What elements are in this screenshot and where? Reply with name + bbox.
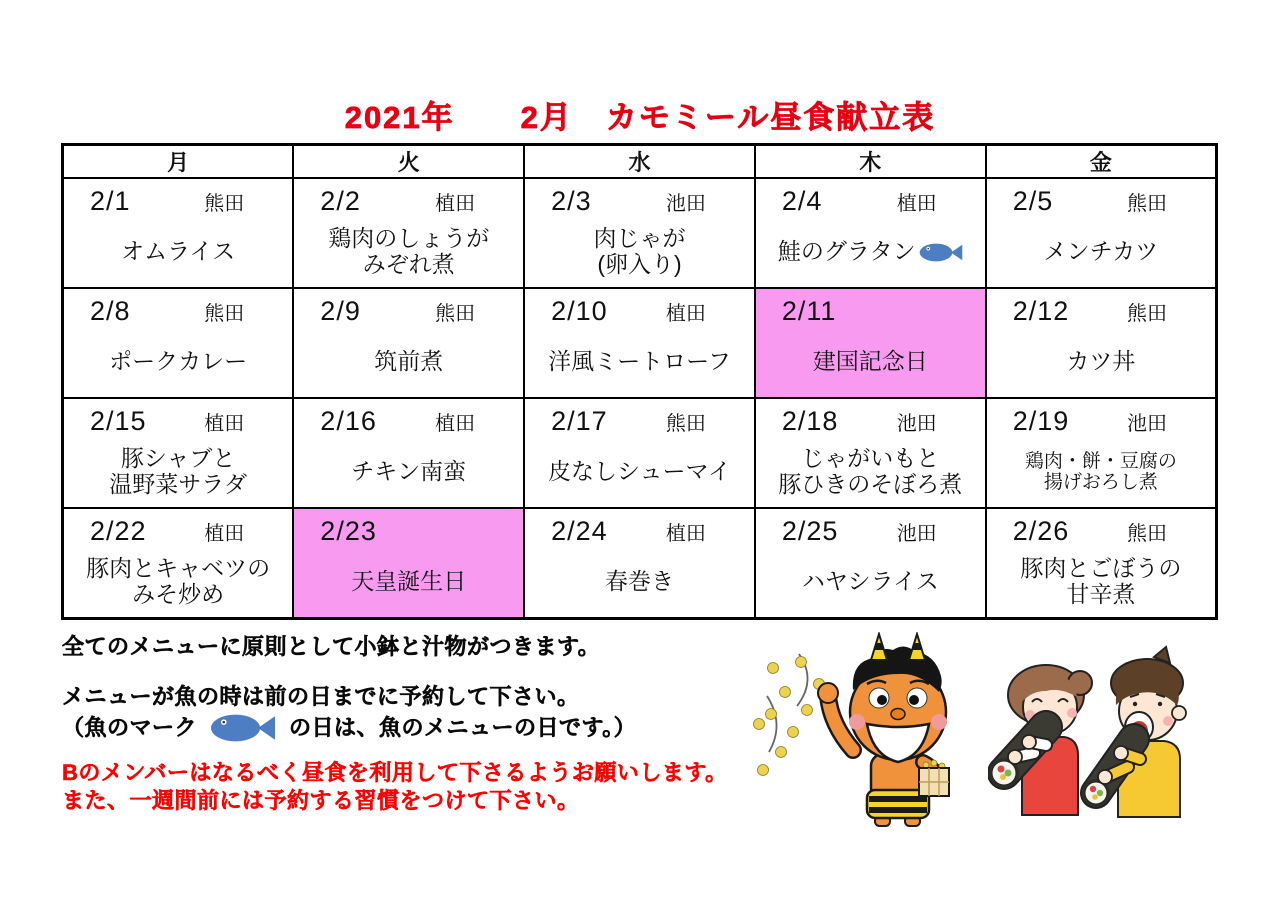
cell-menu: 豚肉とキャベツの みそ炒め <box>86 555 271 607</box>
cell-staff-name: 熊田 <box>1127 303 1167 325</box>
cell-date: 2/25 <box>781 516 839 546</box>
menu-cell <box>986 398 1217 508</box>
cell-menu: 肉じゃが (卵入り) <box>593 225 686 277</box>
day-header-row <box>63 145 1217 179</box>
menu-cell <box>755 508 986 619</box>
menu-cell <box>63 508 294 619</box>
week-row <box>63 508 1217 619</box>
fish-icon <box>919 241 963 264</box>
menu-cell <box>524 398 755 508</box>
cell-staff-name: 熊田 <box>435 303 476 325</box>
cell-staff-name: 植田 <box>435 413 476 435</box>
cell-date: 2/18 <box>781 406 839 436</box>
cell-staff-name: 池田 <box>1127 413 1167 435</box>
cell-staff-name: 熊田 <box>665 413 706 435</box>
week-row <box>63 398 1217 508</box>
cell-menu: 豚シャブと 温野菜サラダ <box>109 445 248 497</box>
cell-menu: オムライス <box>121 238 236 265</box>
cell-menu: 鶏肉のしょうが みぞれ煮 <box>328 225 490 277</box>
cell-staff-name: 熊田 <box>1127 523 1167 545</box>
cell-staff-name: 池田 <box>896 413 937 435</box>
cell-menu: じゃがいもと 豚ひきのそぼろ煮 <box>778 445 963 497</box>
cell-date: 2/10 <box>551 296 608 326</box>
cell-menu: 洋風ミートローフ <box>548 348 731 375</box>
note-fish-line2 <box>62 712 636 744</box>
cell-date: 2/2 <box>320 186 361 216</box>
setsubun-oni-illustration <box>733 632 988 827</box>
cell-staff-name: 熊田 <box>204 193 245 215</box>
holiday-cell <box>293 508 524 619</box>
day-header: 火 <box>293 145 524 179</box>
cell-staff-name: 植田 <box>665 523 706 545</box>
menu-cell <box>755 178 986 288</box>
menu-cell <box>293 178 524 288</box>
cell-date: 2/3 <box>551 186 592 216</box>
fish-icon <box>205 712 281 744</box>
cell-menu: チキン南蛮 <box>351 458 467 485</box>
cell-staff-name: 熊田 <box>1127 193 1167 215</box>
menu-cell <box>755 398 986 508</box>
cell-menu: 豚肉とごぼうの 甘辛煮 <box>1020 555 1182 607</box>
cell-menu: 鮭のグラタン <box>777 238 916 265</box>
cell-date: 2/26 <box>1012 516 1070 546</box>
cell-date: 2/17 <box>551 406 608 436</box>
cell-menu: 鶏肉・餅・豆腐の 揚げおろし煮 <box>1024 450 1177 493</box>
cell-date: 2/8 <box>90 296 131 326</box>
cell-date: 2/9 <box>320 296 361 326</box>
holiday-cell <box>755 288 986 398</box>
calendar-body <box>63 178 1217 619</box>
menu-cell <box>524 178 755 288</box>
cell-date: 2/4 <box>781 186 823 216</box>
menu-cell <box>986 508 1217 619</box>
note-fish-line2-after: の日は、魚のメニューの日です。） <box>289 715 637 740</box>
cell-menu: 筑前煮 <box>374 348 444 375</box>
cell-staff-name: 植田 <box>896 193 937 215</box>
cell-staff-name: 池田 <box>665 193 706 215</box>
cell-menu: ハヤシライス <box>801 568 939 595</box>
children-eating-ehomaki-illustration <box>988 645 1223 830</box>
cell-date: 2/12 <box>1012 296 1070 326</box>
cell-menu: 天皇誕生日 <box>351 568 467 595</box>
cell-menu: メンチカツ <box>1043 238 1159 265</box>
note-fish-line1: メニューが魚の時は前の日までに予約して下さい。 <box>62 684 580 709</box>
cell-date: 2/22 <box>90 516 147 546</box>
cell-date: 2/1 <box>90 186 131 216</box>
cell-menu: 建国記念日 <box>812 348 928 375</box>
cell-date: 2/11 <box>781 296 837 326</box>
cell-date: 2/5 <box>1012 186 1054 216</box>
cell-staff-name: 植田 <box>204 413 245 435</box>
menu-cell <box>293 398 524 508</box>
day-header: 水 <box>524 145 755 179</box>
cell-staff-name: 熊田 <box>204 303 245 325</box>
cell-date: 2/23 <box>320 516 377 546</box>
cell-date: 2/19 <box>1012 406 1070 436</box>
note-b-members <box>62 759 728 815</box>
menu-cell <box>524 508 755 619</box>
cell-date: 2/24 <box>551 516 608 546</box>
menu-cell <box>524 288 755 398</box>
week-row <box>63 178 1217 288</box>
note-b-members-line1: Bのメンバーはなるべく昼食を利用して下さるようお願いします。 <box>62 760 728 785</box>
page-title: 2021年 2月 カモミール昼食献立表 <box>344 100 936 135</box>
cell-date: 2/16 <box>320 406 377 436</box>
note-b-members-line2: また、一週間前には予約する習慣をつけて下さい。 <box>62 788 580 813</box>
menu-calendar-table <box>61 143 1218 620</box>
cell-menu: カツ丼 <box>1066 348 1136 375</box>
cell-date: 2/15 <box>90 406 147 436</box>
menu-cell <box>986 288 1217 398</box>
cell-menu: 皮なしシューマイ <box>547 458 732 485</box>
day-header: 木 <box>755 145 986 179</box>
week-row <box>63 288 1217 398</box>
day-header: 金 <box>986 145 1217 179</box>
cell-staff-name: 池田 <box>896 523 937 545</box>
menu-cell <box>63 288 294 398</box>
note-fish-line2-before: （魚のマーク <box>62 715 198 740</box>
cell-staff-name: 植田 <box>204 523 245 545</box>
note-side-dish <box>62 634 600 660</box>
menu-cell <box>63 178 294 288</box>
cell-staff-name: 植田 <box>665 303 706 325</box>
cell-menu: ポークカレー <box>109 348 248 375</box>
day-header: 月 <box>63 145 294 179</box>
menu-cell <box>293 288 524 398</box>
menu-cell <box>63 398 294 508</box>
menu-cell <box>986 178 1217 288</box>
cell-menu: 春巻き <box>604 568 674 595</box>
note-fish-reservation <box>62 684 636 744</box>
cell-staff-name: 植田 <box>435 193 476 215</box>
note-side-dish-text: 全てのメニューに原則として小鉢と汁物がつきます。 <box>62 634 601 659</box>
